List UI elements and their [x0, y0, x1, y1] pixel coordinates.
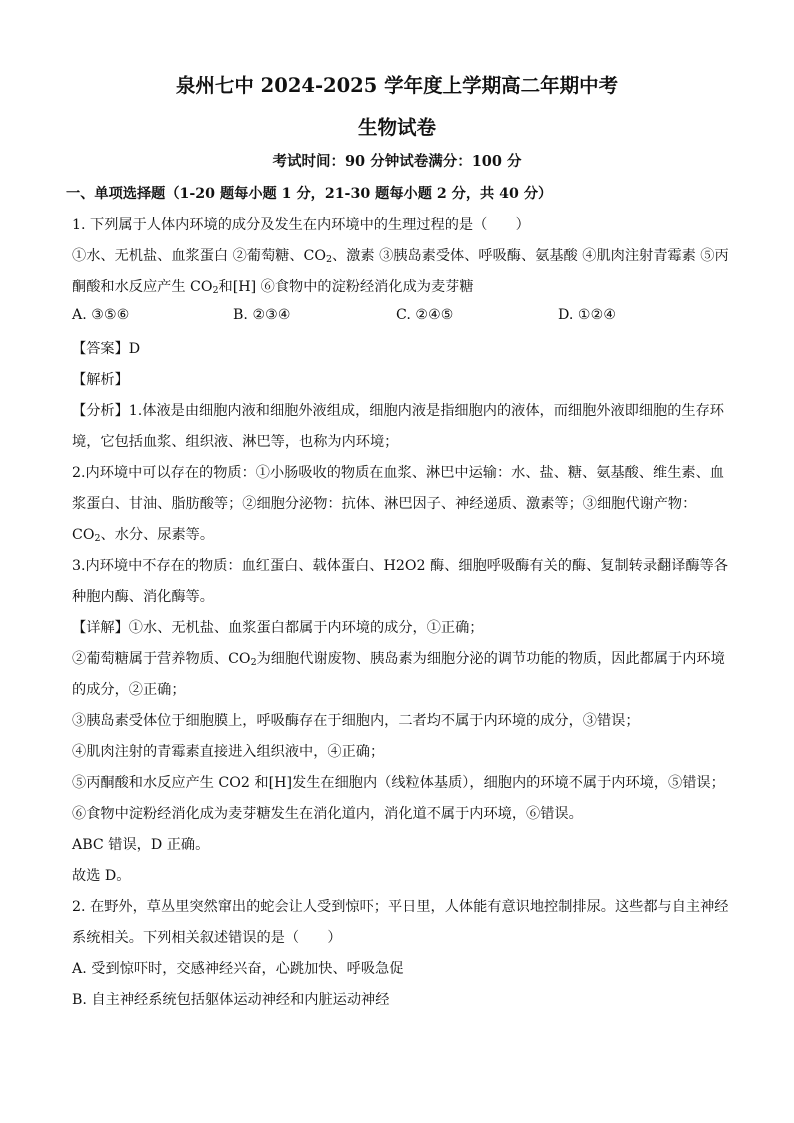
analysis-line: 3.内环境中不存在的物质：血红蛋白、载体蛋白、H2O2 酶、细胞呼吸酶有关的酶、复制转录翻译酶等各: [72, 558, 728, 574]
detail-line: ④肌肉注射的青霉素直接进入组织液中，④正确；: [72, 744, 385, 760]
question-2-stem: 系统相关。下列相关叙述错误的是（ ）: [72, 930, 342, 946]
conclusion-line: ABC 错误，D 正确。: [72, 837, 210, 853]
analysis-line: $CO_2$、水分、尿素等。: [72, 527, 215, 544]
exam-info: 考试时间：90 分钟试卷满分：100 分: [272, 153, 522, 170]
detail-line: ③胰岛素受体位于细胞膜上，呼吸酶存在于细胞内，二者均不属于内环境的成分，③错误；: [72, 713, 640, 729]
question-1-option-b: B. ②③④: [233, 307, 291, 323]
exam-subtitle: 生物试卷: [357, 116, 436, 139]
exam-title: 泉州七中 2024-2025 学年度上学期高二年期中考: [175, 74, 619, 97]
detail-line: 【详解】①水、无机盐、血浆蛋白都属于内环境的成分，①正确；: [72, 620, 484, 636]
detail-line: ②葡萄糖属于营养物质、$CO_2$为细胞代谢废物、胰岛素为细胞分泌的调节功能的物质，因此都属于内环境: [72, 651, 725, 668]
detail-line: ⑤丙酮酸和水反应产生 CO2 和[H]发生在细胞内（线粒体基质），细胞内的环境不属于内环境，⑤错误；: [72, 775, 725, 791]
detail-line: ⑥食物中淀粉经消化成为麦芽糖发生在消化道内，消化道不属于内环境，⑥错误。: [72, 806, 583, 822]
choice-line: 故选 D。: [72, 868, 131, 884]
question-1-items-line-1: ①水、无机盐、血浆蛋白 ②葡萄糖、$CO_2$、激素 ③胰岛素受体、呼吸酶、氨基酸 ④肌肉注射青霉素 ⑤丙: [72, 248, 729, 265]
question-1-answer: 【答案】D: [72, 341, 141, 357]
question-1-stem: 1. 下列属于人体内环境的成分及发生在内环境中的生理过程的是（ ）: [72, 217, 530, 233]
question-2-option-b: B. 自主神经系统包括躯体运动神经和内脏运动神经: [72, 992, 390, 1008]
analysis-line: 2.内环境中可以存在的物质：①小肠吸收的物质在血浆、淋巴中运输：水、盐、糖、氨基酸、维生素、血: [72, 465, 724, 481]
question-1-option-a: A. ③⑤⑥: [72, 307, 130, 323]
analysis-line: 种胞内酶、消化酶等。: [72, 589, 214, 605]
detail-line: 的成分，②正确；: [72, 682, 186, 698]
question-1-analysis-label: 【解析】: [72, 372, 129, 388]
question-2-stem: 2. 在野外，草丛里突然窜出的蛇会让人受到惊吓；平日里，人体能有意识地控制排尿。这些都与自主神经: [72, 899, 729, 915]
analysis-line: 境，它包括血浆、组织液、淋巴等，也称为内环境；: [72, 434, 399, 450]
analysis-line: 浆蛋白、甘油、脂肪酸等；②细胞分泌物：抗体、淋巴因子、神经递质、激素等；③细胞代谢产物：: [72, 496, 697, 512]
section-heading: 一、单项选择题（1-20 题每小题 1 分，21-30 题每小题 2 分，共 40 分）: [66, 186, 553, 202]
question-2-option-a: A. 受到惊吓时，交感神经兴奋，心跳加快、呼吸急促: [72, 961, 404, 977]
analysis-line: 【分析】1.体液是由细胞内液和细胞外液组成，细胞内液是指细胞内的液体，而细胞外液即细胞的生存环: [72, 403, 724, 419]
question-1-items-line-2: 酮酸和水反应产生 $CO_2$和[H] ⑥食物中的淀粉经消化成为麦芽糖: [72, 279, 474, 296]
question-1-option-c: C. ②④⑤: [396, 307, 454, 323]
question-1-option-d: D. ①②④: [558, 307, 617, 323]
